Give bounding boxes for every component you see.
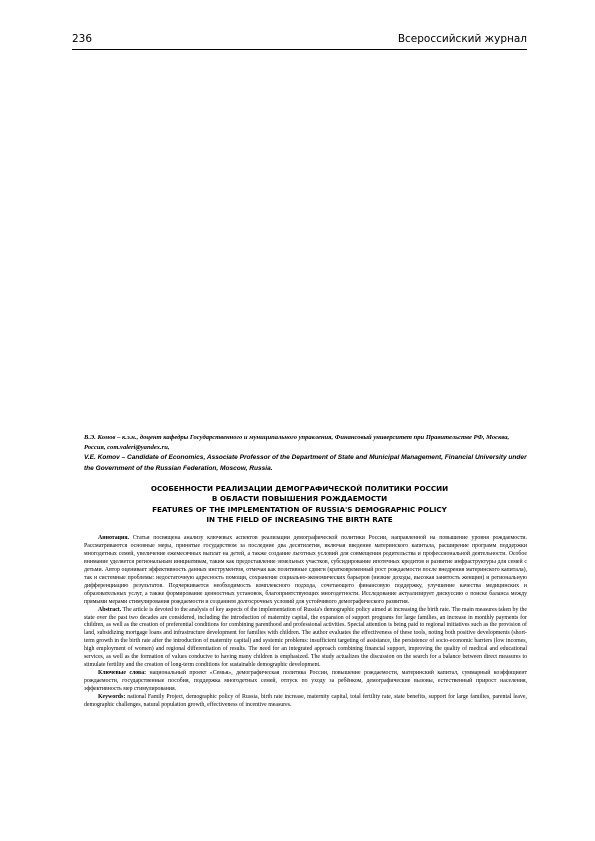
keywords-ru-text: национальный проект «Семья», демографическая политика России, повышение рождаемости, материнский капитал, суммарный коэффициент рождаемости, государственные пособия, поддержка многодетных семей, отпуск по уходу за ребёнком, демографические вызовы, естественный прирост населения, эффективность мер стимулирования. <box>84 670 528 693</box>
abstract-label: Abstract. <box>98 606 122 613</box>
header-divider <box>72 49 527 50</box>
author-info-ru: В.Э. Комов – к.э.н., доцент кафедры Государственного и муниципального управления, Финансовый университет при Правительстве РФ, Москва, Россия, com.valeri@yandex.ru, <box>84 434 510 452</box>
abstract-paragraph <box>84 607 527 671</box>
keywords-en-text: national Family Project, demographic policy of Russia, birth rate increase, maternity capital, total fertility rate, state benefits, support for large families, parental leave, demographic challenges, natural population growth, effectiveness of incentive measures. <box>84 694 527 709</box>
title-ru-line1: ОСОБЕННОСТИ РЕАЛИЗАЦИИ ДЕМОГРАФИЧЕСКОЙ ПОЛИТИКИ РОССИИ <box>150 484 449 493</box>
author-info-en: V.E. Komov – Candidate of Economics, Associate Professor of the Department of State and Municipal Management, Financial University under the Government of the Russian Federation, Moscow, Russia. <box>84 454 527 472</box>
abstract-text: The article is devoted to the analysis of key aspects of the implementation of Russia's demographic policy aimed at increasing the birth rate. The main measures taken by the state over the past two decades are considered, including the introduction of maternity capital, the expansion of support programs for large families, an increase in monthly payments for children, as well as the creation of preferential conditions for combining parenthood and professional activities. Special attention is being paid to regional initiatives such as the provision of land, subsidizing mortgage loans and infrastructure development for families with children. The author evaluates the effectiveness of these tools, noting both positive developments (short-term growth in the birth rate after the introduction of maternity capital) and systemic problems: insufficient targeting of assistance, the persistence of socio-economic barriers (low incomes, high employment of women) and regional differentiation of results. The need for an integrated approach combining financial support, improving the quality of medical and educational services, as well as the formation of values conducive to having many children is emphasized. The study actualizes the discussion on the search for a balance between direct measures to stimulate fertility and the creation of long-term conditions for sustainable demographic development. <box>84 606 527 669</box>
journal-name: Всероссийский журнал <box>397 33 527 45</box>
title-en-line2: IN THE FIELD OF INCREASING THE BIRTH RATE <box>206 515 393 525</box>
title-ru-line2: В ОБЛАСТИ ПОВЫШЕНИЯ РОЖДАЕМОСТИ <box>211 494 388 504</box>
page-number: 236 <box>72 33 93 45</box>
annotation-label: Аннотация. <box>98 535 130 541</box>
page-header <box>72 33 527 47</box>
keywords-ru-paragraph <box>84 670 527 694</box>
author-info <box>84 433 527 474</box>
article-summary <box>84 535 527 710</box>
article-title <box>72 484 527 526</box>
annotation-text: Статья посвящена анализу ключевых аспектов реализации демографической политики России, направленной на повышение уровня рождаемости. Рассматриваются основные меры, принятые государством за последние два десятилетия, включая введение материнского капитала, расширение программ поддержки многодетных семей, увеличение ежемесячных выплат на детей, а также создание льготных условий для совмещения родительства и профессиональной деятельности. Особое внимание уделяется региональным инициативам, таким как предоставление земельных участков, субсидирование ипотечных кредитов и развитие инфраструктуры для семей с детьми. Автор оценивает эффективность данных инструментов, отмечая как позитивные сдвиги (кратковременный рост рождаемости после внедрения материнского капитала), так и системные проблемы: недостаточную адресность помощи, сохранение социально-экономических барьеров (низкие доходы, высокая занятость женщин) и региональную дифференциацию результатов. Подчеркивается необходимость комплексного подхода, сочетающего финансовую поддержку, улучшение качества медицинских и образовательных услуг, а также формирование ценностных установок, благоприятствующих многодетности. Исследование актуализирует дискуссию о поиске баланса между прямыми мерами стимулирования рождаемости и созданием долгосрочных условий для устойчивого демографического развития. <box>84 535 527 605</box>
keywords-en-label: Keywords: <box>98 694 126 701</box>
title-en-line1: FEATURES OF THE IMPLEMENTATION OF RUSSIA'S DEMOGRAPHIC POLICY <box>152 504 447 514</box>
keywords-ru-label: Ключевые слова: <box>98 670 147 677</box>
annotation-paragraph <box>84 535 527 607</box>
keywords-en-paragraph <box>84 694 527 710</box>
